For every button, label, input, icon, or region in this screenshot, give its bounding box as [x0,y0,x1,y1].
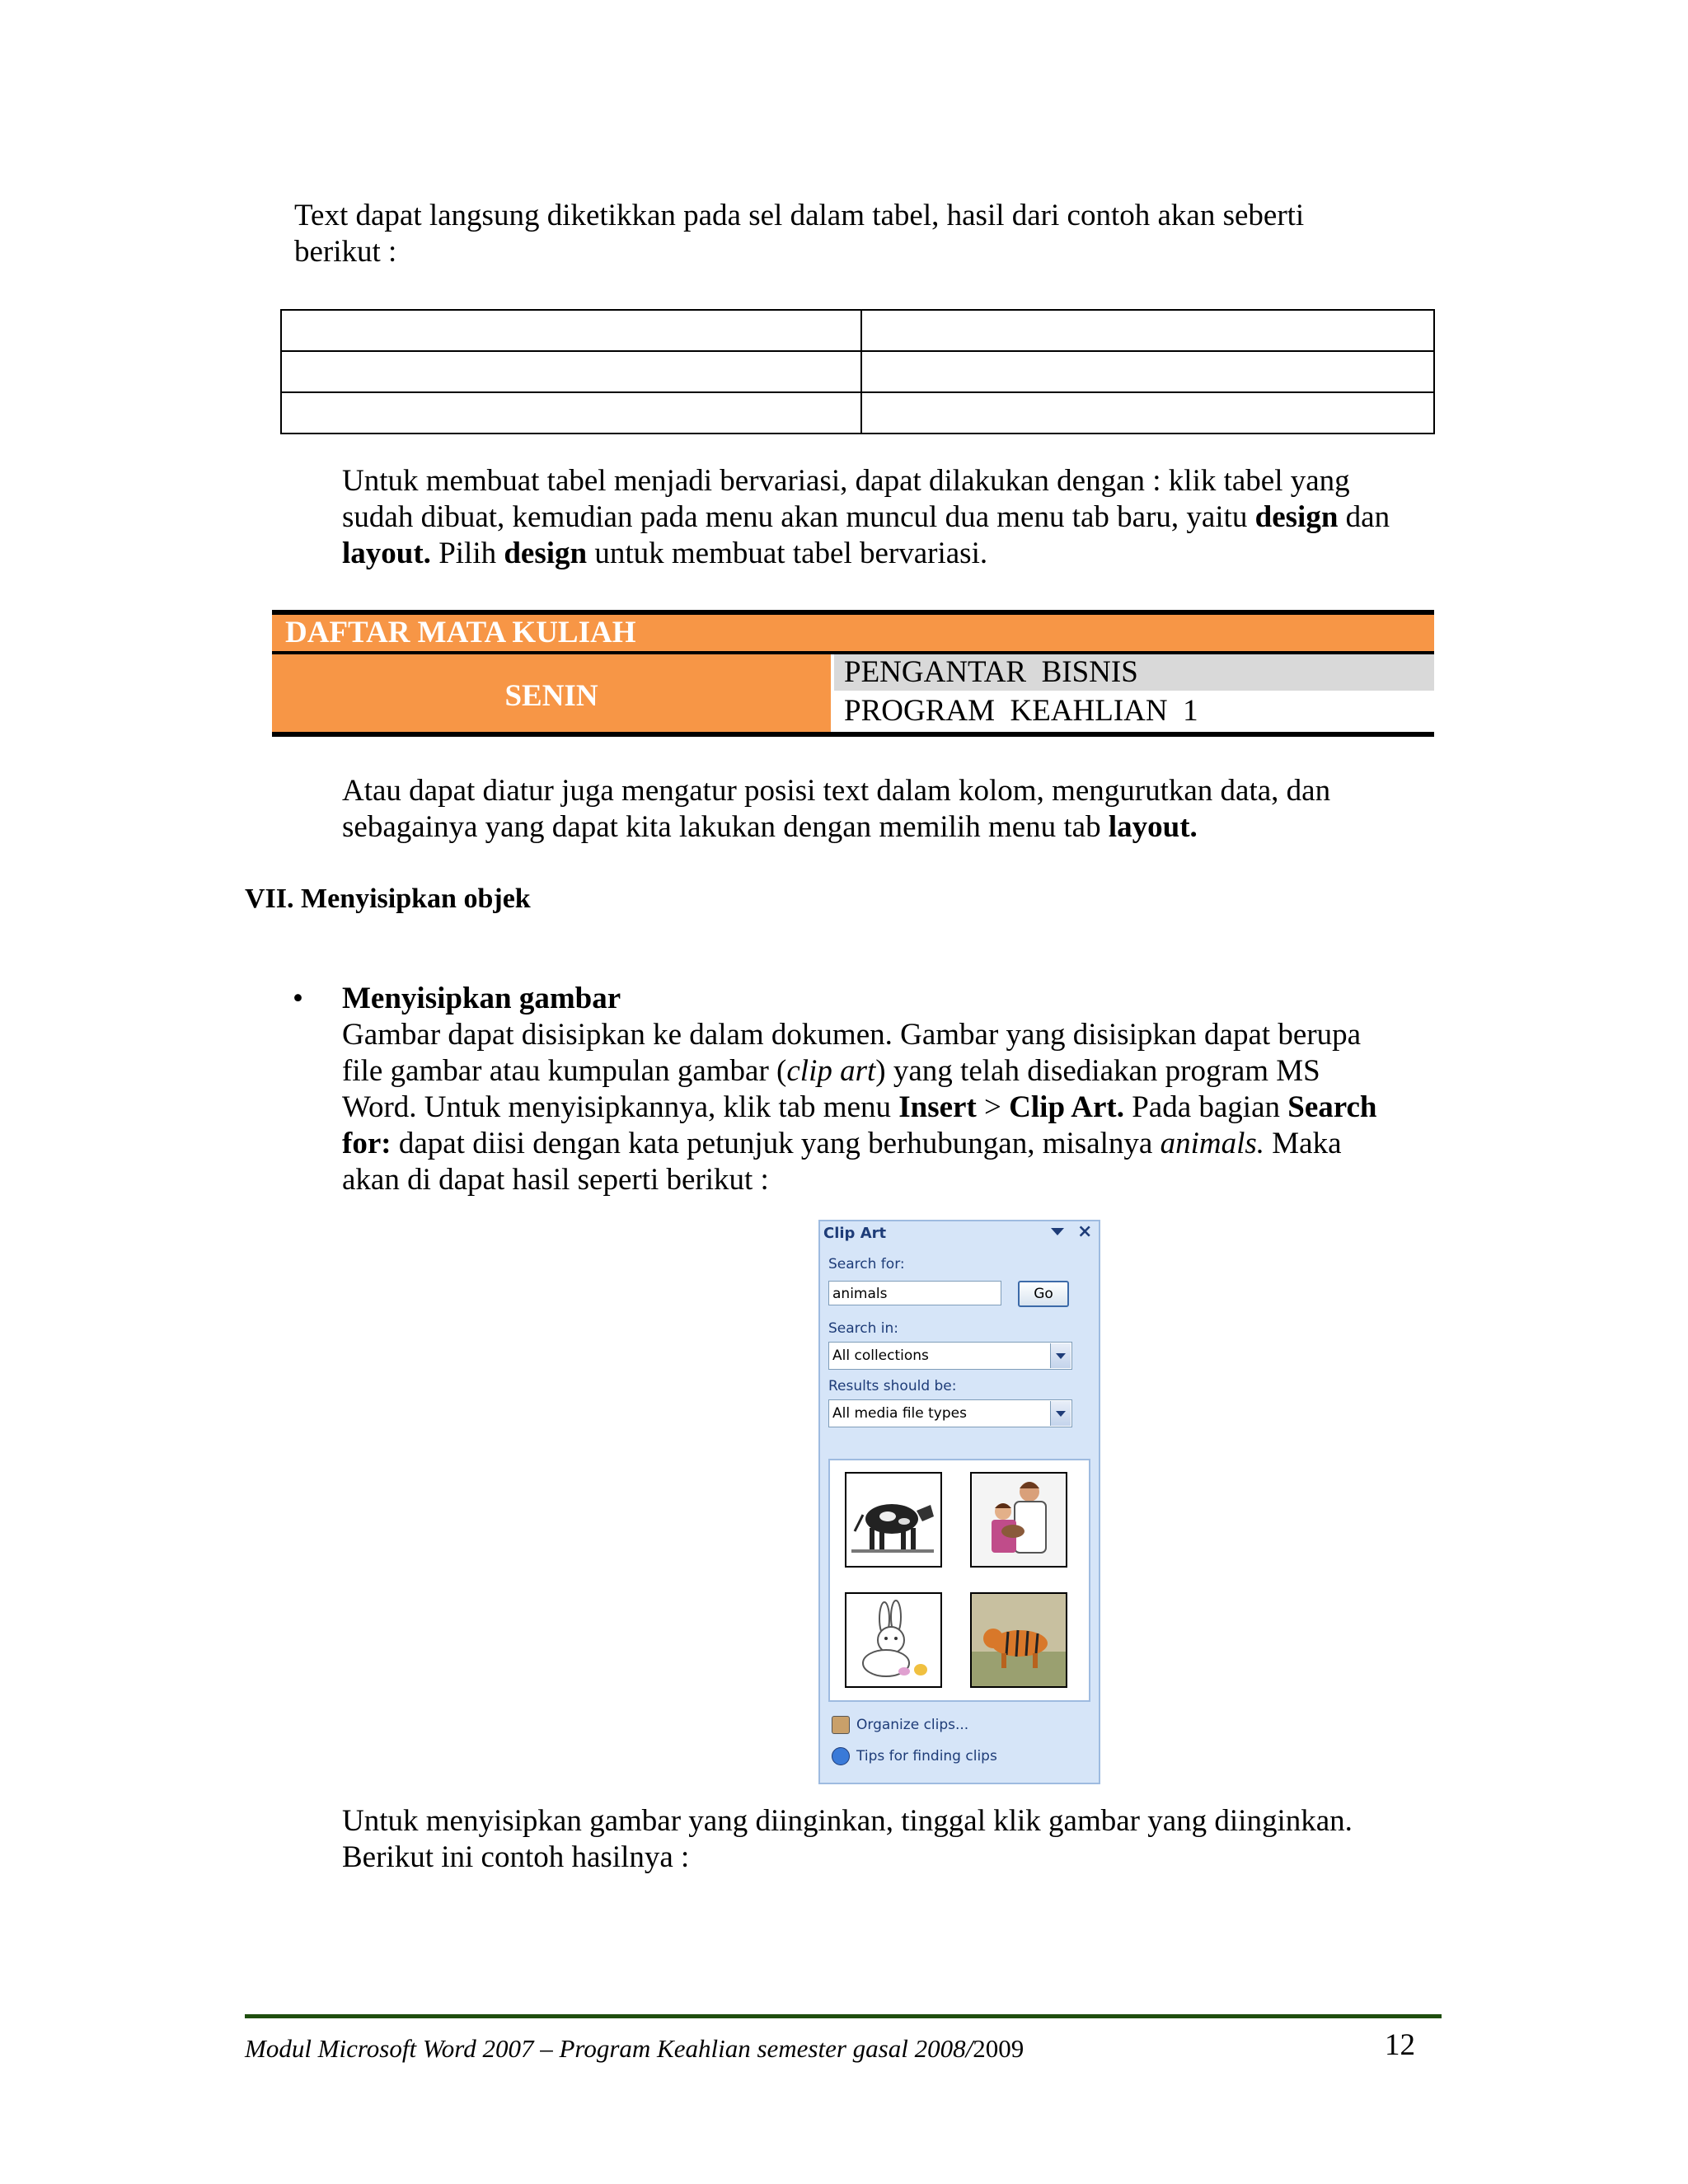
chevron-down-icon[interactable] [1050,1343,1071,1368]
table-course-row-1[interactable]: PENGANTAR BISNIS [834,654,1434,691]
layout-line-2 [342,809,1330,846]
search-in-value: All collections [832,1347,929,1364]
bold-run: design [1254,500,1339,534]
search-input[interactable]: animals [828,1281,1001,1305]
text-run: file gambar atau kumpulan gambar ( [342,1054,787,1088]
bold-run: layout. [342,537,431,570]
bold-run: layout. [1108,810,1198,844]
table-row [281,351,1434,392]
results-label: Results should be: [828,1378,957,1394]
help-icon [832,1747,850,1765]
search-in-label: Search in: [828,1320,899,1337]
bullet-content [342,981,1377,1198]
bold-run: Clip Art. [1009,1090,1124,1124]
table-cell[interactable] [861,351,1434,392]
intro-line-2: berikut : [294,235,397,269]
search-in-select[interactable] [828,1342,1072,1370]
table-cell[interactable] [861,310,1434,351]
bullet-line-5: akan di dapat hasil seperti berikut : [342,1163,769,1197]
table-row [281,392,1434,434]
bullet-line-3 [342,1090,1377,1126]
italic-run: clip art [786,1054,876,1088]
text-run: Maka [1264,1127,1342,1160]
table-cell[interactable] [281,310,861,351]
cow-clipart-thumbnail[interactable] [845,1472,942,1568]
section-heading: VII. Menyisipkan objek [245,883,531,914]
closing-line-2: Berikut ini contoh hasilnya : [342,1840,690,1874]
text-run: sudah dibuat, kemudian pada menu akan muncul dua menu tab baru, yaitu [342,500,1255,534]
variasi-line-1: Untuk membuat tabel menjadi bervariasi, dapat dilakukan dengan : klik tabel yang [342,464,1350,498]
text-run: Pada bagian [1123,1090,1288,1124]
layout-line-1: Atau dapat diatur juga mengatur posisi text dalam kolom, mengurutkan data, dan [342,774,1331,808]
footer-text [245,2034,1024,2064]
rabbit-clipart-thumbnail[interactable] [845,1592,942,1688]
go-button[interactable]: Go [1018,1281,1069,1307]
table-row [281,310,1434,351]
clipart-pane [818,1220,1100,1784]
layout-paragraph [342,773,1330,846]
organize-clips-link[interactable] [832,1716,968,1734]
results-value: All media file types [832,1405,967,1422]
footer-year: 2009 [973,2034,1025,2063]
table-header[interactable]: DAFTAR MATA KULIAH [272,615,1434,651]
variasi-line-3 [342,536,1390,572]
table-cell[interactable] [281,351,861,392]
bold-run: Search [1287,1090,1377,1124]
text-run: sebagainya yang dapat kita lakukan dengan memilih menu tab [342,810,1109,844]
text-run: dan [1338,500,1390,534]
page-number: 12 [1385,2028,1415,2062]
table-bottom-border [272,732,1434,737]
variasi-line-2 [342,499,1390,536]
text-run: dapat diisi dengan kata petunjuk yang berhubungan, misalnya [391,1127,1160,1160]
empty-table [280,309,1435,434]
text-run: ) yang telah disediakan program MS [875,1054,1320,1088]
tiger-clipart-thumbnail[interactable] [970,1592,1067,1688]
bullet-line-4 [342,1126,1377,1162]
text-run: untuk membuat tabel bervariasi. [587,537,988,570]
closing-line-1: Untuk menyisipkan gambar yang diinginkan, tinggal klik gambar yang diinginkan. [342,1804,1353,1838]
bold-run: for: [342,1127,392,1160]
table-cell[interactable] [861,392,1434,434]
search-for-label: Search for: [828,1256,905,1272]
intro-paragraph [294,198,1304,270]
intro-line-1: Text dapat langsung diketikkan pada sel dalam tabel, hasil dari contoh akan seberti [294,199,1305,232]
text-run: Word. Untuk menyisipkannya, klik tab menu [342,1090,899,1124]
results-area [828,1459,1090,1702]
text-run: Pilih [430,537,504,570]
variasi-paragraph [342,463,1390,572]
bold-run: design [504,537,588,570]
organize-clips-icon [832,1716,850,1734]
table-day-cell[interactable]: SENIN [272,654,831,737]
tips-link[interactable] [832,1747,997,1765]
tips-label: Tips for finding clips [856,1748,997,1765]
clipart-title: Clip Art [823,1225,887,1242]
styled-table [272,610,1434,743]
closing-paragraph [342,1803,1353,1876]
results-select[interactable] [828,1399,1072,1427]
table-course-row-2[interactable]: PROGRAM KEAHLIAN 1 [834,692,1434,730]
footer-rule [245,2014,1442,2018]
table-cell[interactable] [281,392,861,434]
text-run: > [976,1090,1010,1124]
footer-title: Modul Microsoft Word 2007 – Program Keahlian semester gasal 2008/ [245,2034,973,2063]
bold-run: Menyisipkan gambar [342,982,621,1015]
bullet-line-1: Gambar dapat disisipkan ke dalam dokumen. Gambar yang disisipkan dapat berupa [342,1018,1362,1052]
chevron-down-icon[interactable] [1050,1401,1071,1426]
italic-run: animals. [1160,1127,1265,1160]
close-icon[interactable]: × [1077,1221,1093,1242]
pane-menu-icon[interactable] [1051,1228,1064,1235]
bullet-title [342,981,1377,1017]
bullet-line-2 [342,1053,1377,1090]
bold-run: Insert [898,1090,977,1124]
organize-clips-label: Organize clips... [856,1717,969,1733]
bullet-marker: • [293,982,303,1015]
veterinarian-clipart-thumbnail[interactable] [970,1472,1067,1568]
